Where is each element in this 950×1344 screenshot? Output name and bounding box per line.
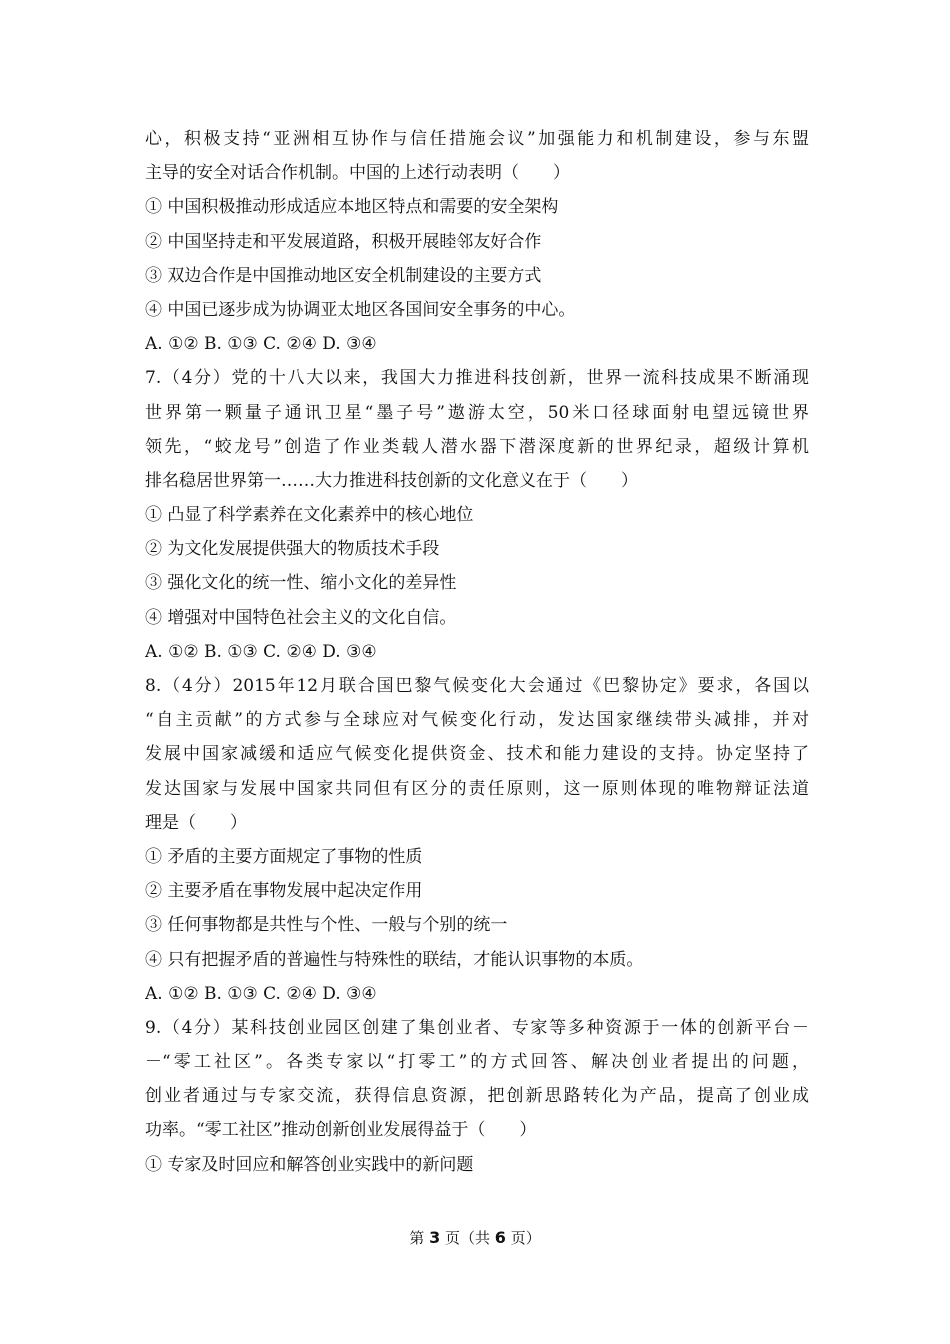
- option-line: ③ 任何事物都是共性与个性、一般与个别的统一: [145, 915, 508, 936]
- text-line: 理是（ ）: [145, 812, 247, 833]
- page-footer: [0, 1227, 950, 1249]
- option-line: ② 中国坚持走和平发展道路，积极开展睦邻友好合作: [145, 231, 542, 252]
- text-line: 排名稳居世界第一……大力推进科技创新的文化意义在于（ ）: [145, 470, 638, 491]
- option-line: ④ 中国已逐步成为协调亚太地区各国间安全事务的中心。: [145, 299, 576, 320]
- option-line: ④ 只有把握矛盾的普遍性与特殊性的联结，才能认识事物的本质。: [145, 949, 644, 970]
- option-line: ② 主要矛盾在事物发展中起决定作用: [145, 881, 423, 902]
- option-line: ③ 强化文化的统一性、缩小文化的差异性: [145, 573, 457, 594]
- text-line: 心，积极支持“亚洲相互协作与信任措施会议”加强能力和机制建设，参与东盟: [145, 129, 809, 149]
- question-7-line: 7.（4分）党的十八大以来，我国大力推进科技创新，世界一流科技成果不断涌现: [145, 368, 809, 389]
- answer-choices: A. ①② B. ①③ C. ②④ D. ③④: [145, 983, 377, 1004]
- page-body: [145, 122, 809, 1182]
- text-line: “自主贡献”的方式参与全球应对气候变化行动，发达国家继续带头减排，并对: [145, 710, 809, 731]
- text-line: 发展中国家减缓和适应气候变化提供资金、技术和能力建设的支持。协定坚持了: [145, 744, 809, 765]
- option-line: ① 专家及时回应和解答创业实践中的新问题: [145, 1154, 474, 1175]
- option-line: ④ 增强对中国特色社会主义的文化自信。: [145, 607, 457, 628]
- answer-choices: A. ①② B. ①③ C. ②④ D. ③④: [145, 641, 377, 662]
- total-pages: 6: [494, 1228, 506, 1247]
- text-line: 主导的安全对话合作机制。中国的上述行动表明（ ）: [145, 163, 570, 184]
- footer-middle: 页（共: [444, 1229, 490, 1247]
- option-line: ① 中国积极推动形成适应本地区特点和需要的安全架构: [145, 197, 559, 218]
- text-line: －“零工社区”。各类专家以“打零工”的方式回答、解决创业者提出的问题，: [145, 1052, 809, 1073]
- text-line: 发达国家与发展中国家共同但有区分的责任原则，这一原则体现的唯物辩证法道: [145, 778, 809, 799]
- text-line: 功率。“零工社区”推动创新创业发展得益于（ ）: [145, 1120, 537, 1141]
- text-line: 世界第一颗量子通讯卫星“墨子号”遨游太空，50米口径球面射电望远镜世界: [145, 402, 809, 423]
- option-line: ② 为文化发展提供强大的物质技术手段: [145, 539, 440, 560]
- option-line: ① 凸显了科学素养在文化素养中的核心地位: [145, 505, 474, 526]
- page-number: 3: [429, 1228, 441, 1247]
- answer-choices: A. ①② B. ①③ C. ②④ D. ③④: [145, 334, 377, 355]
- text-line: 创业者通过与专家交流，获得信息资源，把创新思路转化为产品，提高了创业成: [145, 1086, 809, 1107]
- text-line: 领先，“蛟龙号”创造了作业类载人潜水器下潜深度新的世界纪录，超级计算机: [145, 436, 809, 457]
- footer-prefix: 第: [409, 1229, 425, 1247]
- question-8-line: 8.（4分）2015年12月联合国巴黎气候变化大会通过《巴黎协定》要求，各国以: [145, 676, 809, 696]
- question-9-line: 9.（4分）某科技创业园区创建了集创业者、专家等多种资源于一体的创新平台－: [145, 1017, 809, 1038]
- option-line: ③ 双边合作是中国推动地区安全机制建设的主要方式: [145, 265, 542, 286]
- option-line: ① 矛盾的主要方面规定了事物的性质: [145, 846, 423, 867]
- footer-suffix: 页）: [510, 1229, 541, 1247]
